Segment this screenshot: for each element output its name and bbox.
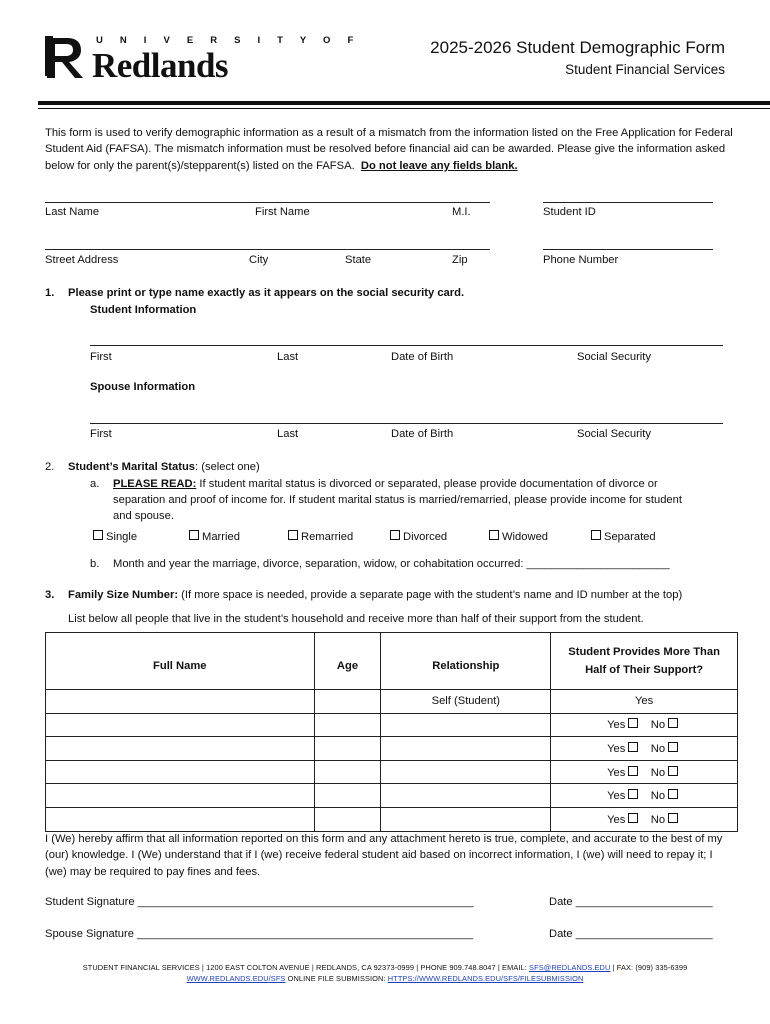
student-dob-label: Date of Birth	[391, 351, 454, 363]
checkbox-icon[interactable]	[628, 789, 638, 799]
logo-university-of: U N I V E R S I T Y O F	[96, 35, 361, 46]
email-link[interactable]: SFS@REDLANDS.EDU	[529, 963, 611, 972]
column-relationship: Relationship	[381, 633, 551, 690]
spouse-info-heading: Spouse Information	[90, 381, 196, 393]
checkbox-icon[interactable]	[288, 530, 298, 540]
cell-relationship[interactable]	[381, 784, 551, 808]
no-option[interactable]: No	[651, 766, 681, 779]
student-date-field[interactable]: Date ______________________	[549, 896, 713, 908]
student-first-label: First	[90, 351, 112, 363]
table-row	[46, 807, 738, 831]
header-rule-thin	[38, 108, 770, 109]
column-support: Student Provides More Than Half of Their Support?	[551, 633, 738, 690]
student-id-input-line[interactable]	[543, 202, 713, 203]
yes-option[interactable]: Yes	[607, 766, 641, 779]
university-logo-mark	[45, 36, 91, 80]
table-row	[46, 784, 738, 808]
student-id-label: Student ID	[543, 206, 596, 218]
section3-heading: Family Size Number: (If more space is needed, provide a separate page with the student’s name and ID number at the top)	[68, 589, 683, 601]
no-option[interactable]: No	[651, 813, 681, 826]
spouse-ssn-label: Social Security	[577, 428, 651, 440]
first-name-label: First Name	[255, 206, 310, 218]
header-rule	[38, 101, 770, 105]
cell-support	[551, 807, 738, 831]
cell-full-name[interactable]	[46, 807, 315, 831]
section2b-text: Month and year the marriage, divorce, separation, widow, or cohabitation occurred: _______________________	[113, 558, 670, 570]
cell-relationship: Self (Student)	[381, 690, 551, 714]
cell-full-name[interactable]	[46, 784, 315, 808]
section3-list-text: List below all people that live in the student’s household and receive more than half of their support from the student.	[68, 613, 644, 625]
checkbox-icon[interactable]	[628, 742, 638, 752]
section2-heading: Student’s Marital Status: (select one)	[68, 461, 260, 473]
student-last-label: Last	[277, 351, 299, 363]
cell-age[interactable]	[314, 807, 381, 831]
table-row	[46, 713, 738, 737]
zip-label: Zip	[452, 254, 468, 266]
cell-full-name[interactable]	[46, 760, 315, 784]
table-header-row	[46, 633, 738, 690]
section2a-text-line2: separation and proof of income for. If student marital status is married/remarried, please provide income for student	[113, 494, 682, 506]
cell-full-name[interactable]	[46, 713, 315, 737]
column-age: Age	[314, 633, 381, 690]
spouse-dob-label: Date of Birth	[391, 428, 454, 440]
cell-age[interactable]	[314, 737, 381, 761]
cell-relationship[interactable]	[381, 807, 551, 831]
cell-age[interactable]	[314, 760, 381, 784]
section3-number: 3.	[45, 589, 55, 601]
form-title: 2025-2026 Student Demographic Form	[430, 38, 725, 57]
checkbox-icon[interactable]	[489, 530, 499, 540]
checkbox-icon[interactable]	[668, 718, 678, 728]
cell-support	[551, 784, 738, 808]
no-option[interactable]: No	[651, 742, 681, 755]
marital-option-married[interactable]: Married	[189, 529, 240, 545]
cell-relationship[interactable]	[381, 713, 551, 737]
family-table	[45, 632, 738, 832]
cell-support: Yes	[551, 690, 738, 714]
student-ssn-label: Social Security	[577, 351, 651, 363]
student-info-input-line[interactable]	[90, 345, 723, 346]
table-row	[46, 690, 738, 714]
checkbox-icon[interactable]	[668, 789, 678, 799]
marital-option-single[interactable]: Single	[93, 529, 137, 545]
yes-option[interactable]: Yes	[607, 718, 641, 731]
section1-number: 1.	[45, 287, 55, 299]
last-name-label: Last Name	[45, 206, 100, 218]
form-subtitle: Student Financial Services	[565, 62, 725, 77]
mi-label: M.I.	[452, 206, 471, 218]
street-label: Street Address	[45, 254, 119, 266]
checkbox-icon[interactable]	[668, 742, 678, 752]
cell-support	[551, 737, 738, 761]
checkbox-icon[interactable]	[390, 530, 400, 540]
affirmation-paragraph: I (We) hereby affirm that all information reported on this form and any attachment hereto is true, complete, and accurate to the best of my (our) knowledge. I (We) understand that if I (we) receive federal student aid based on incorrect information, I (we) will need to repay it; I (we) may be required to pay fines and fees.	[45, 833, 723, 878]
table-row	[46, 737, 738, 761]
cell-support	[551, 760, 738, 784]
marital-option-widowed[interactable]: Widowed	[489, 529, 548, 545]
spouse-info-input-line[interactable]	[90, 423, 723, 424]
cell-age[interactable]	[314, 784, 381, 808]
footer	[0, 962, 770, 984]
section2b-label: b.	[90, 558, 100, 570]
section2-number: 2.	[45, 461, 55, 473]
checkbox-icon[interactable]	[668, 766, 678, 776]
city-label: City	[249, 254, 269, 266]
checkbox-icon[interactable]	[591, 530, 601, 540]
no-option[interactable]: No	[651, 789, 681, 802]
yes-option[interactable]: Yes	[607, 813, 641, 826]
cell-full-name[interactable]	[46, 737, 315, 761]
no-option[interactable]: No	[651, 718, 681, 731]
cell-support	[551, 713, 738, 737]
marital-option-remarried[interactable]: Remarried	[288, 529, 353, 545]
cell-age[interactable]	[314, 690, 381, 714]
section2a-label: a.	[90, 478, 100, 490]
marital-option-divorced[interactable]: Divorced	[390, 529, 447, 545]
state-label: State	[345, 254, 372, 266]
footer-line2: WWW.REDLANDS.EDU/SFS ONLINE FILE SUBMISSION: HTTPS://WWW.REDLANDS.EDU/SFS/FILESUBMISSION	[186, 974, 584, 983]
cell-age[interactable]	[314, 713, 381, 737]
yes-option[interactable]: Yes	[607, 742, 641, 755]
yes-option[interactable]: Yes	[607, 789, 641, 802]
spouse-date-field[interactable]: Date ______________________	[549, 928, 713, 940]
file-submission-link[interactable]: HTTPS://WWW.REDLANDS.EDU/SFS/FILESUBMISSION	[387, 974, 584, 983]
spouse-signature-field[interactable]: Spouse Signature ______________________________________________________	[45, 928, 474, 940]
address-input-line[interactable]	[45, 249, 490, 250]
table-row	[46, 760, 738, 784]
checkbox-icon[interactable]	[93, 530, 103, 540]
cell-full-name[interactable]	[46, 690, 315, 714]
phone-input-line[interactable]	[543, 249, 713, 250]
intro-emphasis: Do not leave any fields blank.	[360, 159, 518, 172]
footer-line1: STUDENT FINANCIAL SERVICES | 1200 EAST COLTON AVENUE | REDLANDS, CA 92373-0999 | PHONE 909.748.8047 | EMAIL: SFS@REDLANDS.EDU | FAX: (909) 335-6399	[82, 963, 688, 972]
website-link[interactable]: WWW.REDLANDS.EDU/SFS	[186, 974, 286, 983]
intro-paragraph: This form is used to verify demographic information as a result of a mismatch from the information listed on the Free Application for Federal Student Aid (FAFSA). The mismatch information must be resolved before financial aid can be awarded. Please give the information asked below for only the parent(s)/stepparent(s) listed on the FAFSA. Do not leave any fields blank.	[45, 127, 733, 172]
section1-heading: Please print or type name exactly as it appears on the social security card.	[68, 287, 465, 299]
cell-relationship[interactable]	[381, 760, 551, 784]
phone-label: Phone Number	[543, 254, 619, 266]
student-signature-field[interactable]: Student Signature ______________________________________________________	[45, 896, 474, 908]
spouse-last-label: Last	[277, 428, 299, 440]
student-info-heading: Student Information	[90, 304, 197, 316]
checkbox-icon[interactable]	[668, 813, 678, 823]
logo-redlands: Redlands	[92, 46, 229, 85]
section2a-text-line3: and spouse.	[113, 510, 174, 522]
column-full-name: Full Name	[46, 633, 315, 690]
cell-relationship[interactable]	[381, 737, 551, 761]
section2a-text-line1: PLEASE READ: If student marital status is divorced or separated, please provide documentation of divorce or	[113, 478, 658, 490]
checkbox-icon[interactable]	[189, 530, 199, 540]
checkbox-icon[interactable]	[628, 766, 638, 776]
spouse-first-label: First	[90, 428, 112, 440]
name-input-line[interactable]	[45, 202, 490, 203]
checkbox-icon[interactable]	[628, 813, 638, 823]
marital-option-separated[interactable]: Separated	[591, 529, 656, 545]
checkbox-icon[interactable]	[628, 718, 638, 728]
